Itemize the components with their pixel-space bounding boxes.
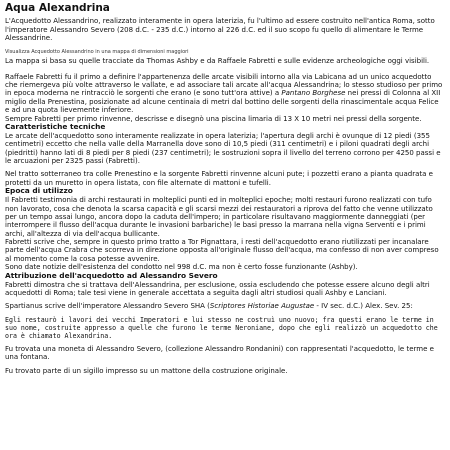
attribuzione-paragraph: Fabretti dimostra che si trattava dell'Alessandrina, per esclusione, ossia escludendo che potesse essere alcuno degli altri acquedotti di Roma; tale tesi viene in generale accettata a seguita dagli altri studiosi quali Ashby e Lanciani. (5, 280, 430, 297)
spartianus-paragraph (5, 302, 443, 310)
fabretti-text-a: Raffaele Fabretti fu il primo a definire l'appartenenza delle arcate visibili intorno alla via Labicana ad un unico acquedotto che riemergeva più volte attraverso le vallate, e ad associare tali arcate all'acqua Alessandrina; lo stesso studioso per primo in epoca moderna ne rintracciò le sorgenti che erano (e sono tutt'ora attive) a (5, 72, 443, 98)
tratto-paragraph: Nel tratto sotterraneo tra colle Prenestino e la sorgente Fabretti rinvenne alcuni pute; i pozzetti erano a pianta quadrata e protetti da un muretto in opera listata, con file alternate di mattoni e tufelli. (5, 170, 433, 187)
quote-block: Egli restaurò i lavori dei vecchi Imperatori e lui stesso ne costruì uno nuovo; fra questi erano le terme in suo nome, costruite appresso a quelle che furono le terme Neroniane, dopo che egli realizzò un acquedotto che ora è chiamato Alexandrina. (5, 315, 442, 340)
section-heading-caratteristiche: Caratteristiche tecniche (5, 122, 106, 132)
caratteristiche-paragraph: Le arcate dell'acquedotto sono interamente realizzate in opera laterizia; l'apertura degli archi è ovunque di 12 piedi (355 centimetri) eccetto che nella valle della Marranella dove sono di 10,5 piedi (311 centimetri) e i piloni quadrati degli archi (piedritti) hanno lati di 8 piedi per 8 piedi (237 centimetri); le sostruzioni sopra il livello del terreno corrono per 4250 passi e le arcuazioni per 2325 passi (Fabretti). (5, 131, 441, 166)
epoca-paragraph-2: Fabretti scrive che, sempre in questo primo tratto a Tor Pignattara, i resti dell'acquedotto erano riutilizzati per incanalare parte dell'acqua Crabra che scorreva in direzione opposta all'originale flusso dell'acqua, ma confesso di non aver compreso al momento come la cosa potesse avvenire. (5, 238, 439, 263)
fabretti-paragraph (5, 73, 443, 115)
larger-map-link[interactable]: Visualizza Acquedotto Alessandrino in una mappa di dimensioni maggiori (5, 49, 189, 56)
article (5, 2, 443, 375)
section-heading-epoca: Epoca di utilizzo (5, 186, 73, 196)
page-title: Aqua Alexandrina (5, 2, 110, 14)
fabretti-text-b: nei pressi di Colonna al XII miglio della Prenestina, posizionate ad alcune centinaia di metri dal bottino delle sorgenti della rinascimentale acqua Felice e ad una quota lievemente inferiore. (5, 89, 441, 115)
epoca-paragraph-3: Sono date notizie dell'esistenza del condotto nel 998 d.C. ma non è certo fosse funzionante (Ashby). (5, 263, 358, 272)
section-heading-attribuzione: Attribuzione dell'acquedotto ad Alessandro Severo (5, 270, 218, 280)
fabretti-piscina-paragraph: Sempre Fabretti per primo rinvenne, descrisse e disegnò una piscina limaria di 13 X 10 metri nei pressi della sorgente. (5, 114, 422, 123)
spartianus-text-a: Spartianus scrive dell'imperatore Alessandro Severo SHA ( (5, 302, 210, 311)
map-description: La mappa si basa su quelle tracciate da Thomas Ashby e da Raffaele Fabretti e sulle evidenze archeologiche oggi visibili. (5, 57, 430, 66)
epoca-paragraph-1: Il Fabretti testimonia di archi restaurati in molteplici punti ed in molteplici epoche; molti restauri furono realizzati con tufo non lavorato, cosa che denota la scarsa capacità e gli scarsi mezzi dei restauratori a riprova del fatto che venne utilizzato per un tempo assai lungo, ancora dopo la caduta dell'impero; in particolare risultavano maggiormente danneggiati (per interrompere il flusso dell'acqua durante le invasioni barbariche) le basi presso la marrana nella vigna Serventi e i primi archi, all'altezza di via dell'acqua bullicante. (5, 196, 433, 238)
fabretti-place-name: Pantano Borghese (281, 89, 346, 98)
spacer (5, 66, 443, 73)
spacer (5, 42, 443, 47)
sigillo-paragraph: Fu trovato parte di un sigillo impresso su un mattone della costruzione originale. (5, 366, 288, 375)
spartianus-source-title: Scriptores Historiae Augustae (209, 302, 315, 311)
moneta-paragraph: Fu trovata una moneta di Alessandro Severo, (collezione Alessandro Rondanini) con rappresentati l'acquedotto, le terme e una fontana. (5, 344, 434, 362)
spartianus-text-b: - IV sec. d.C.) Alex. Sev. 25: (314, 302, 413, 311)
intro-paragraph: L'Acquedotto Alessandrino, realizzato interamente in opera laterizia, fu l'ultimo ad essere costruito nell'antica Roma, sotto l'imperatore Alessandro Severo (208 d.C. - 235 d.C.) intorno al 226 d.C. ed il suo scopo fu quello di alimentare le Terme Alessandrine. (5, 17, 435, 42)
